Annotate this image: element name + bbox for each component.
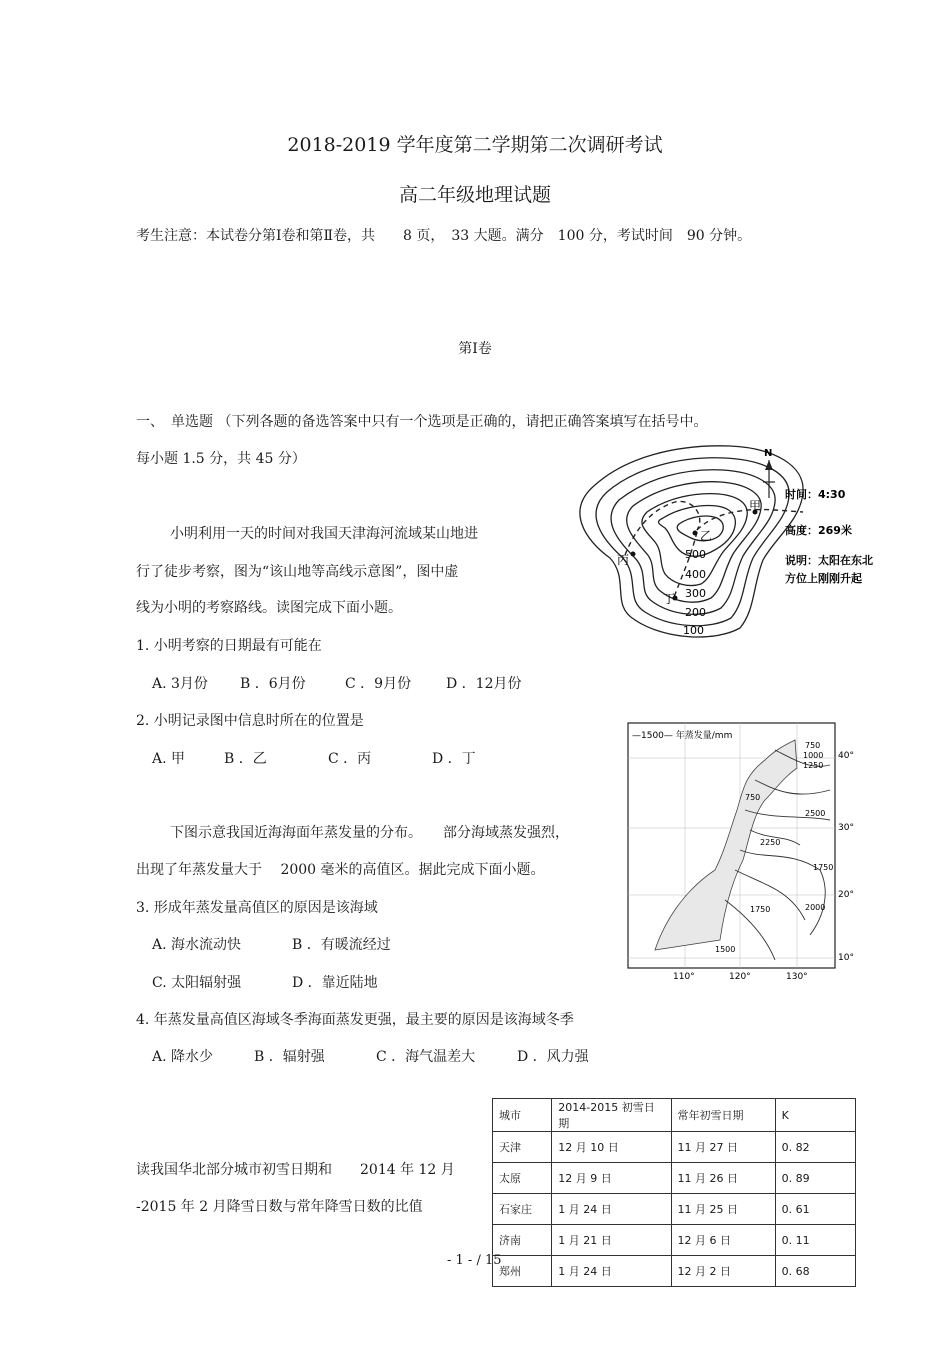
table-row [493,1163,856,1194]
evaporation-legend: —1500— 年蒸发量/mm [632,731,733,741]
q1-option-b: B ．6月份 [240,676,306,692]
iso-label-1000: 1000 [803,751,824,760]
point-yi [693,531,698,536]
table-cell: 11 月 27 日 [671,1132,775,1163]
table-cell: 0. 89 [775,1163,855,1194]
passage1-line3: 线为小明的考察路线。读图完成下面小题。 [136,600,402,616]
part-title-2: 每小题 1.5 分，共 45 分） [136,451,306,467]
section-title: 第Ⅰ卷 [458,341,492,357]
table-row [493,1132,856,1163]
iso-label-750a: 750 [805,741,821,750]
table-cell: 郑州 [493,1256,552,1287]
table-cell: 12 月 6 日 [671,1225,775,1256]
iso-label-1750a: 1750 [813,863,834,872]
exam-notice: 考生注意：本试卷分第Ⅰ卷和第Ⅱ卷，共 8 页， 33 大题。满分 100 分，考试时间 90 分钟。 [136,228,752,244]
q3-option-b: B ．有暖流经过 [292,937,391,953]
lon-label-110: 110° [673,972,695,982]
iso-label-2500: 2500 [805,809,826,818]
table-header-cell: 常年初雪日期 [671,1099,775,1132]
legend-time: 时间：4:30 [785,488,846,501]
point-bing [631,552,636,557]
q1-option-c: C ．9月份 [345,676,412,692]
table-cell: 11 月 25 日 [671,1194,775,1225]
table-header-cell: 城市 [493,1099,552,1132]
table-cell: 天津 [493,1132,552,1163]
passage3-line1: 读我国华北部分城市初雪日期和 2014 年 12 月 [136,1162,455,1178]
table-header-cell: 2014-2015 初雪日期 [552,1099,671,1132]
iso-label-2000: 2000 [805,903,826,912]
route-line-west [625,501,700,555]
evaporation-map-figure [625,720,865,982]
table-cell: 12 月 2 日 [671,1256,775,1287]
label-bing: 丙 [617,553,630,567]
passage2-line2: 出现了年蒸发量大于 2000 毫米的高值区。据此完成下面小题。 [136,862,545,878]
exam-subtitle: 高二年级地理试题 [398,184,551,206]
north-label: N [764,448,773,459]
table-row [493,1225,856,1256]
passage1-line2: 行了徒步考察，图为“该山地等高线示意图”，图中虚 [136,564,459,580]
q2-option-a: A. 甲 [152,751,186,767]
iso-label-2250: 2250 [760,838,781,847]
contour-label-200: 200 [685,606,706,619]
q1-stem: 1. 小明考察的日期最有可能在 [136,638,322,654]
label-jia: 甲 [749,499,762,513]
legend-note1: 说明：太阳在东北 [785,554,873,567]
lat-label-30: 30° [838,823,854,833]
q2-option-b: B ．乙 [224,751,267,767]
table-cell: 0. 11 [775,1225,855,1256]
lon-label-130: 130° [786,972,808,982]
table-cell: 太原 [493,1163,552,1194]
q3-option-d: D ．靠近陆地 [292,975,378,991]
q2-option-c: C ．丙 [328,751,372,767]
iso-label-750b: 750 [745,793,761,802]
table-row [493,1194,856,1225]
table-row [493,1256,856,1287]
table-header-cell: K [775,1099,855,1132]
table-cell: 0. 68 [775,1256,855,1287]
legend-note2: 方位上刚刚升起 [785,572,862,585]
table-cell: 1 月 24 日 [552,1256,671,1287]
table-cell: 石家庄 [493,1194,552,1225]
passage3-line2: -2015 年 2 月降雪日数与常年降雪日数的比值 [136,1199,423,1215]
passage2-line1: 下图示意我国近海海面年蒸发量的分布。 部分海域蒸发强烈， [170,825,569,841]
table-cell: 12 月 10 日 [552,1132,671,1163]
passage1-line1: 小明利用一天的时间对我国天津海河流域某山地进 [170,526,478,542]
table-cell: 12 月 9 日 [552,1163,671,1194]
lat-label-40: 40° [838,751,854,761]
table-cell: 1 月 21 日 [552,1225,671,1256]
contour-label-500: 500 [685,548,706,561]
q4-option-b: B ．辐射强 [254,1049,325,1065]
table-cell: 0. 82 [775,1132,855,1163]
iso-label-1750b: 1750 [750,905,771,914]
lon-label-120: 120° [729,972,751,982]
label-ding: 丁 [663,592,676,606]
table-header-row [493,1099,856,1132]
legend-height: 高度：269米 [785,524,852,537]
q2-option-d: D ．丁 [432,751,476,767]
contour-label-300: 300 [685,587,706,600]
exam-title: 2018-2019 学年度第二学期第二次调研考试 [287,134,663,156]
q4-option-a: A. 降水少 [152,1049,214,1065]
q2-stem: 2. 小明记录图中信息时所在的位置是 [136,713,364,729]
table-cell: 1 月 24 日 [552,1194,671,1225]
q4-option-c: C ．海气温差大 [376,1049,476,1065]
table-cell: 0. 61 [775,1194,855,1225]
q3-stem: 3. 形成年蒸发量高值区的原因是该海域 [136,900,378,916]
q3-option-c: C. 太阳辐射强 [152,975,242,991]
snow-date-table [492,1098,856,1287]
table-cell: 济南 [493,1225,552,1256]
label-yi: 乙 [700,529,713,543]
lat-label-20: 20° [838,890,854,900]
q4-stem: 4. 年蒸发量高值区海域冬季海面蒸发更强，最主要的原因是该海域冬季 [136,1012,574,1028]
lat-label-10: 10° [838,953,854,963]
q1-option-a: A. 3月份 [152,676,208,692]
q3-option-a: A. 海水流动快 [152,937,242,953]
table-cell: 11 月 26 日 [671,1163,775,1194]
page-number: - 1 - / 15 [447,1253,502,1268]
part-title: 一、 单选题 （下列各题的备选答案中只有一个选项是正确的，请把正确答案填写在括号中。 [136,414,708,430]
iso-label-1250: 1250 [803,761,824,770]
iso-label-1500: 1500 [715,945,736,954]
q1-option-d: D ．12月份 [446,676,522,692]
contour-map-figure [555,440,875,645]
q4-option-d: D ．风力强 [517,1049,589,1065]
contour-label-400: 400 [685,568,706,581]
contour-label-100: 100 [683,624,704,637]
